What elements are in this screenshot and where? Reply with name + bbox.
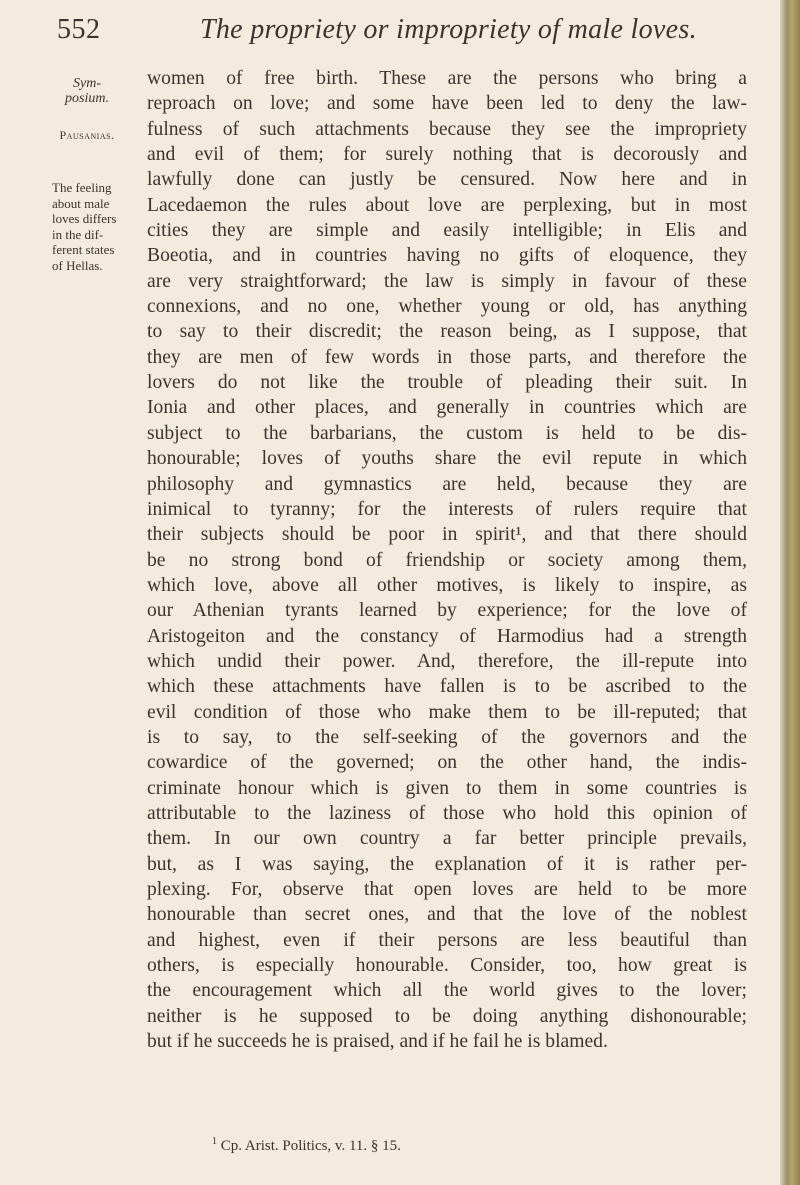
text-line: cowardice of the governed; on the other hand, the indis- — [147, 752, 747, 774]
margin-dialogue-name: Sym- posium. — [65, 76, 109, 106]
running-title: The propriety or impropriety of male loves. — [200, 14, 697, 45]
text-line: which undid their power. And, therefore, the ill-repute into — [147, 650, 747, 672]
text-line: lovers do not like the trouble of pleading their suit. In — [147, 372, 747, 394]
page-number: 552 — [57, 14, 101, 45]
text-line: and evil of them; for surely nothing that is decorously and — [147, 144, 747, 166]
footnote-marker: 1 — [212, 1136, 217, 1147]
page-edge — [780, 0, 800, 1185]
text-line: lawfully done can justly be censured. Now here and in — [147, 169, 747, 191]
text-line: criminate honour which is given to them in some countries is — [147, 777, 747, 799]
text-line: which love, above all other motives, is likely to inspire, as — [147, 574, 747, 596]
text-line: Aristogeiton and the constancy of Harmodius had a strength — [147, 625, 747, 647]
text-line: fulness of such attachments because they see the impropriety — [147, 118, 747, 140]
text-line: reproach on love; and some have been led to deny the law- — [147, 93, 747, 115]
text-line: but, as I was saying, the explanation of it is rather per- — [147, 853, 747, 875]
footnote-text: Cp. Arist. Politics, v. 11. § 15. — [220, 1138, 401, 1154]
text-line: they are men of few words in those parts, and therefore the — [147, 346, 747, 368]
text-line: connexions, and no one, whether young or old, has anything — [147, 296, 747, 318]
text-line: Lacedaemon the rules about love are perplexing, but in most — [147, 194, 747, 216]
margin-summary-note: The feeling about male loves differs in the dif- ferent states of Hellas. — [52, 180, 117, 273]
text-line: honourable; loves of youths share the evil repute in which — [147, 448, 747, 470]
text-line: evil condition of those who make them to be ill-reputed; that — [147, 701, 747, 723]
text-line: Boeotia, and in countries having no gifts of eloquence, they — [147, 245, 747, 267]
text-line: are very straightforward; the law is simply in favour of these — [147, 270, 747, 292]
text-line: the encouragement which all the world gives to the lover; — [147, 980, 747, 1002]
body-text — [147, 66, 747, 1054]
text-line: inimical to tyranny; for the interests of rulers require that — [147, 498, 747, 520]
text-line: which these attachments have fallen is to be ascribed to the — [147, 676, 747, 698]
footnote — [212, 1136, 732, 1155]
text-line: neither is he supposed to be doing anything dishonourable; — [147, 1005, 747, 1027]
text-line: their subjects should be poor in spirit¹, and that there should — [147, 524, 747, 546]
text-line: subject to the barbarians, the custom is held to be dis- — [147, 422, 747, 444]
text-line: be no strong bond of friendship or society among them, — [147, 549, 747, 571]
text-line: plexing. For, observe that open loves are held to be more — [147, 879, 747, 900]
text-line: honourable than secret ones, and that the love of the noblest — [147, 904, 747, 926]
text-line: others, is especially honourable. Consider, too, how great is — [147, 955, 747, 977]
text-line: philosophy and gymnastics are held, because they are — [147, 473, 747, 495]
text-line: is to say, to the self-seeking of the governors and the — [147, 726, 747, 748]
text-line: Ionia and other places, and generally in countries which are — [147, 397, 747, 419]
text-line: and highest, even if their persons are less beautiful than — [147, 929, 747, 951]
margin-speaker-name: Pausanias. — [59, 128, 115, 142]
text-line: attributable to the laziness of those who hold this opinion of — [147, 802, 747, 824]
text-line: them. In our own country a far better principle prevails, — [147, 828, 747, 850]
text-line: women of free birth. These are the persons who bring a — [147, 68, 747, 89]
text-line: but if he succeeds he is praised, and if he fail he is blamed. — [147, 1031, 608, 1053]
text-line: cities they are simple and easily intelligible; in Elis and — [147, 220, 747, 242]
text-line: our Athenian tyrants learned by experience; for the love of — [147, 600, 747, 622]
text-line: to say to their discredit; the reason being, as I suppose, that — [147, 321, 747, 343]
